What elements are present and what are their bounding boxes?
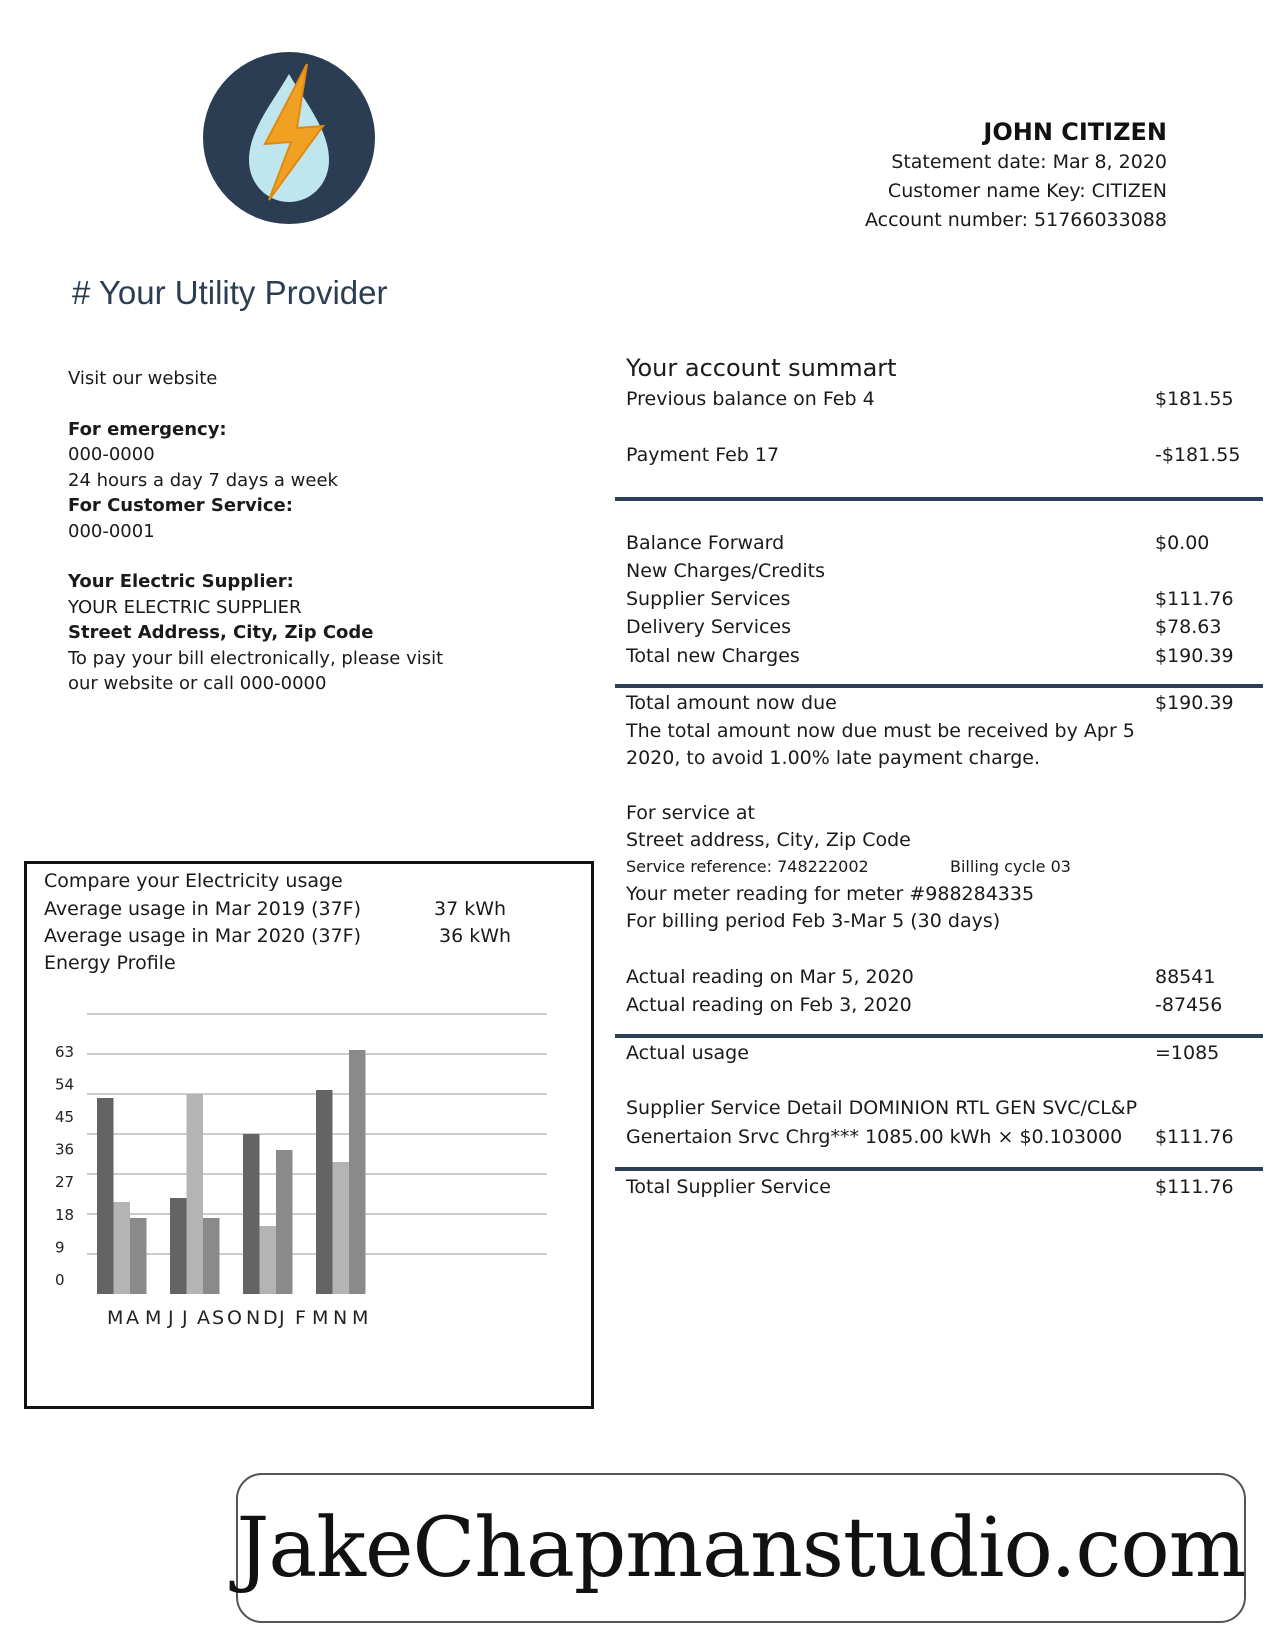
x-tick-label: M (107, 1307, 124, 1329)
supplier-services-value: $111.76 (1155, 588, 1234, 610)
bar (114, 1202, 131, 1294)
watermark-box (236, 1473, 1246, 1623)
supplier-services-label: Supplier Services (626, 588, 791, 610)
summary-title: Your account summart (626, 354, 897, 382)
emergency-label: For emergency: (68, 418, 227, 440)
new-charges-label: New Charges/Credits (626, 560, 825, 582)
x-tick-label: N (333, 1307, 348, 1329)
bar (203, 1218, 220, 1294)
y-tick-label: 9 (55, 1238, 65, 1257)
account-number: Account number: 51766033088 (865, 209, 1167, 231)
y-tick-label: 36 (55, 1140, 75, 1159)
usage-box-title: Compare your Electricity usage (44, 870, 343, 892)
avg-2020-label: Average usage in Mar 2020 (37F) (44, 925, 362, 947)
delivery-services-label: Delivery Services (626, 616, 792, 638)
delivery-services-value: $78.63 (1155, 616, 1222, 638)
previous-balance-label: Previous balance on Feb 4 (626, 388, 875, 410)
y-tick-label: 63 (55, 1042, 75, 1061)
bar (260, 1226, 277, 1294)
service-at-label: For service at (626, 802, 755, 824)
divider (615, 684, 1263, 688)
energy-profile-chart (27, 864, 591, 1406)
bar (333, 1162, 350, 1294)
x-tick-label: J (279, 1307, 285, 1329)
total-supplier-label: Total Supplier Service (626, 1176, 831, 1198)
x-tick-label: J (182, 1307, 188, 1329)
previous-balance-value: $181.55 (1155, 388, 1234, 410)
generation-charge-label: Genertaion Srvc Chrg*** 1085.00 kWh × $0.103000 (626, 1126, 1123, 1148)
bar (349, 1050, 366, 1294)
supplier-name: YOUR ELECTRIC SUPPLIER (68, 596, 302, 618)
actual-usage-value: =1085 (1155, 1042, 1220, 1064)
total-new-charges-label: Total new Charges (626, 645, 800, 667)
x-tick-label: D (263, 1307, 278, 1329)
bar (316, 1090, 333, 1294)
pay-note-line2: our website or call 000-0000 (68, 673, 327, 694)
balance-forward-label: Balance Forward (626, 532, 785, 554)
total-new-charges-value: $190.39 (1155, 645, 1234, 667)
y-tick-label: 0 (55, 1271, 65, 1289)
energy-profile-label: Energy Profile (44, 952, 176, 974)
generation-charge-value: $111.76 (1155, 1126, 1234, 1148)
reading-feb-value: -87456 (1155, 994, 1223, 1016)
y-tick-label: 54 (55, 1075, 75, 1094)
emergency-hours: 24 hours a day 7 days a week (68, 469, 338, 491)
bar (130, 1218, 147, 1294)
billing-cycle: Billing cycle 03 (950, 857, 1071, 876)
meter-reading-line: Your meter reading for meter #988284335 (626, 883, 1035, 905)
supplier-detail-line: Supplier Service Detail DOMINION RTL GEN SVC/CL&P (626, 1097, 1138, 1119)
x-tick-label: M (312, 1307, 329, 1329)
y-tick-label: 27 (55, 1173, 75, 1192)
actual-usage-label: Actual usage (626, 1042, 749, 1064)
x-tick-label: F (295, 1307, 306, 1329)
total-due-label: Total amount now due (626, 692, 837, 714)
pay-note-line1: To pay your bill electronically, please visit (68, 647, 444, 669)
due-note-line1: The total amount now due must be received by Apr 5 (626, 720, 1135, 742)
usage-comparison-box (24, 861, 594, 1409)
statement-date: Statement date: Mar 8, 2020 (891, 151, 1167, 173)
payment-label: Payment Feb 17 (626, 444, 780, 466)
avg-2019-value: 37 kWh (434, 898, 507, 920)
y-tick-label: 18 (55, 1205, 75, 1224)
supplier-label: Your Electric Supplier: (68, 571, 294, 592)
service-reference: Service reference: 748222002 (626, 857, 869, 876)
x-tick-label: M (352, 1307, 369, 1329)
total-supplier-value: $111.76 (1155, 1176, 1234, 1198)
provider-logo (203, 52, 375, 224)
bar (276, 1150, 293, 1294)
x-tick-label: A (126, 1307, 139, 1329)
customer-header (865, 116, 1167, 235)
avg-2019-label: Average usage in Mar 2019 (37F) (44, 898, 362, 920)
bar (187, 1094, 204, 1294)
customer-key: Customer name Key: CITIZEN (887, 180, 1167, 202)
bar (243, 1134, 260, 1294)
bar (97, 1098, 114, 1294)
x-tick-label: M (145, 1307, 162, 1329)
x-tick-label: N (246, 1307, 261, 1329)
emergency-phone: 000-0000 (68, 444, 155, 465)
x-tick-label: O (227, 1307, 242, 1329)
divider (615, 497, 1263, 501)
bar (170, 1198, 187, 1294)
divider (615, 1034, 1263, 1038)
watermark-text: JakeChapmanstudio.com (236, 1500, 1246, 1596)
y-tick-label: 45 (55, 1108, 75, 1126)
balance-forward-value: $0.00 (1155, 532, 1210, 554)
supplier-address: Street Address, City, Zip Code (68, 622, 374, 643)
reading-mar-label: Actual reading on Mar 5, 2020 (626, 966, 914, 988)
customer-service-label: For Customer Service: (68, 495, 293, 516)
reading-feb-label: Actual reading on Feb 3, 2020 (626, 994, 912, 1016)
customer-service-phone: 000-0001 (68, 520, 155, 542)
contact-info (68, 366, 468, 697)
x-tick-label: S (212, 1307, 225, 1329)
due-note-line2: 2020, to avoid 1.00% late payment charge. (626, 747, 1041, 769)
avg-2020-value: 36 kWh (439, 925, 512, 947)
provider-title: # Your Utility Provider (72, 274, 388, 311)
customer-name: JOHN CITIZEN (983, 118, 1167, 146)
service-address: Street address, City, Zip Code (626, 829, 911, 851)
payment-value: -$181.55 (1155, 444, 1241, 466)
divider (615, 1167, 1263, 1171)
total-due-value: $190.39 (1155, 692, 1234, 714)
reading-mar-value: 88541 (1155, 966, 1216, 988)
x-tick-label: J (168, 1307, 174, 1329)
x-tick-label: A (197, 1307, 210, 1329)
billing-period-line: For billing period Feb 3-Mar 5 (30 days) (626, 910, 1001, 932)
website-text: Visit our website (68, 368, 218, 389)
